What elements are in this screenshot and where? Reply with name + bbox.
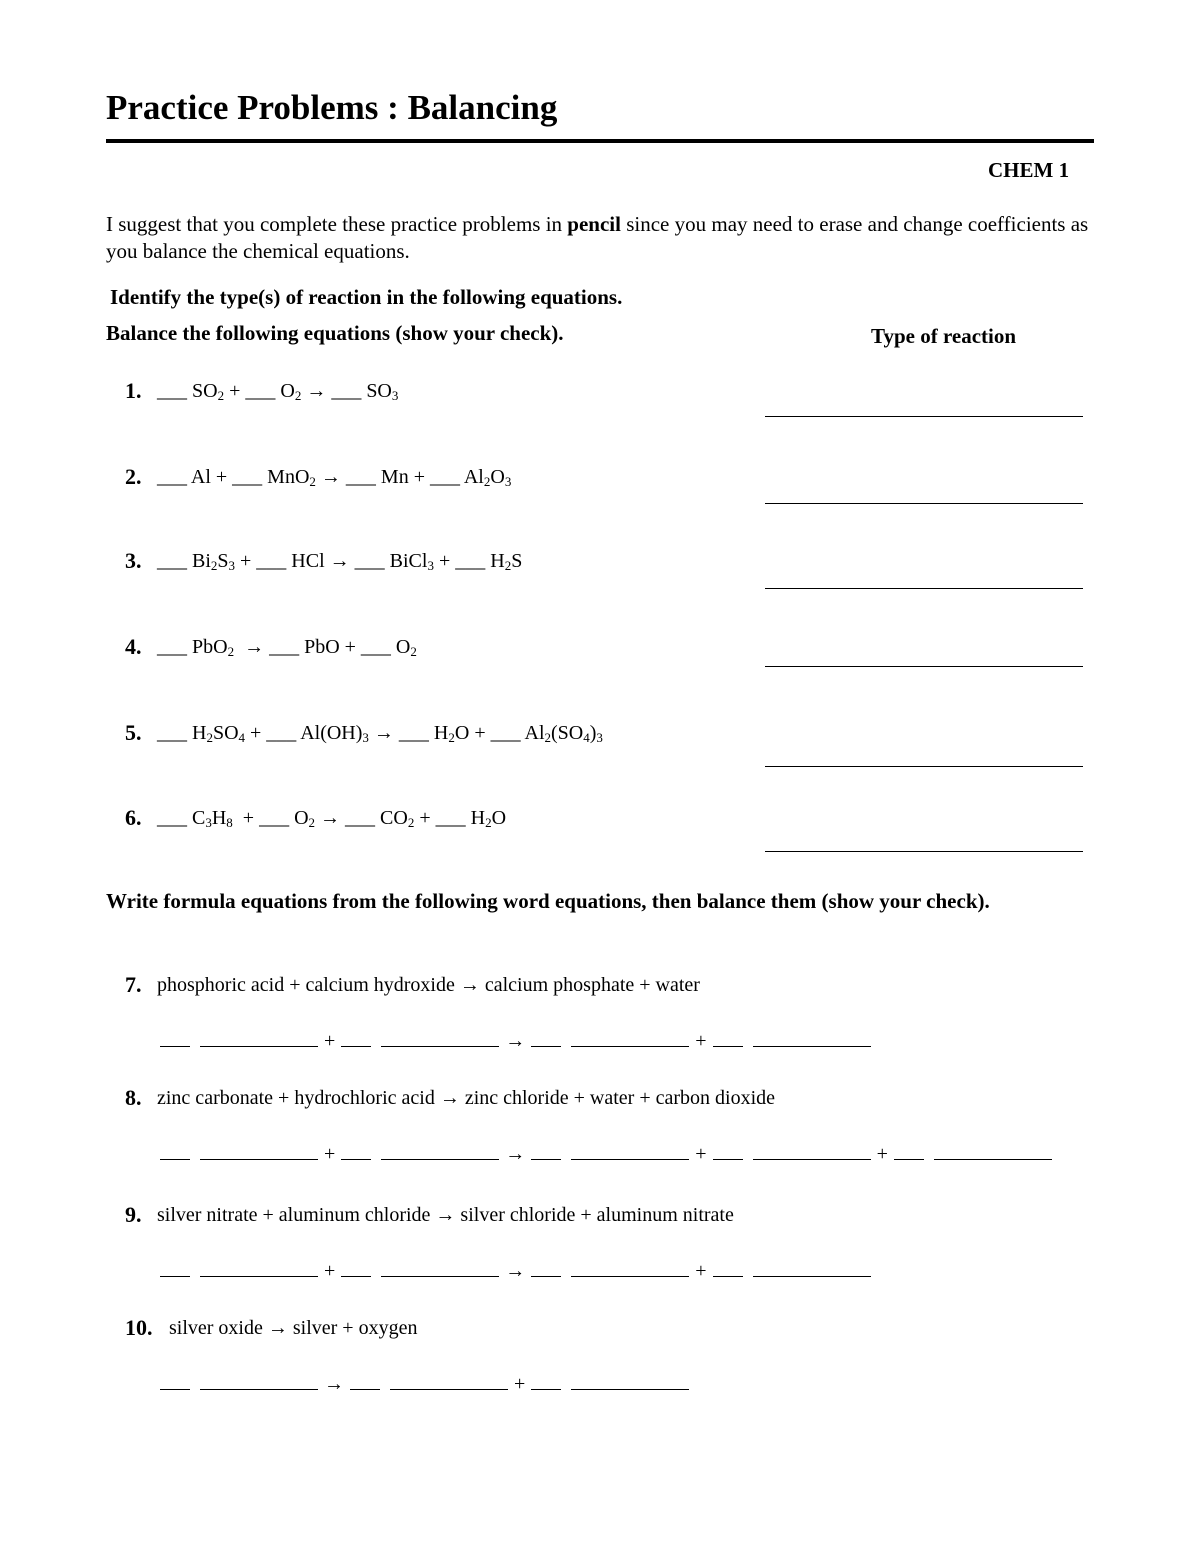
reaction-type-answer-line[interactable] [765,416,1083,418]
problem-equation: ___ $Bi_2S_3$ + ___ HCl → ___ BiCl$_3$ + ___ $H_2S$ [157,550,523,573]
problem-number: 6. [125,805,142,830]
word-equation: silver oxide → silver + oxygen [169,1317,418,1339]
problem-number: 1. [125,378,142,403]
word-equations-heading: Write formula equations from the following word equations, then balance them (show your check). [106,889,990,913]
formula-answer-row[interactable]: + → + [160,1030,871,1053]
problem-equation: ___ $C_3H_8$ + ___ $O_2$ → ___ $CO_2$ + ___ $H_2O$ [157,807,507,830]
page-title: Practice Problems : Balancing [106,88,558,127]
title-divider [106,139,1094,143]
reaction-type-answer-line[interactable] [765,503,1083,505]
reaction-type-answer-line[interactable] [765,666,1083,668]
problem-number: 3. [125,548,142,573]
formula-answer-row[interactable]: + → + [160,1260,871,1283]
problem-number: 8. [125,1085,142,1110]
type-of-reaction-label: Type of reaction [871,324,1017,348]
problem-number: 7. [125,972,142,997]
problem-number: 4. [125,634,142,659]
intro-bold-word: pencil [567,212,621,236]
problem-equation: ___ PbO$_2$ → ___ PbO + ___ $O_2$ [157,636,417,659]
word-equation: phosphoric acid + calcium hydroxide → calcium phosphate + water [157,974,700,996]
intro-text-before: I suggest that you complete these practice problems in [106,212,568,236]
problem-number: 9. [125,1202,142,1227]
problem-equation: ___ $SO_2$ + ___ $O_2$ → ___ $SO_3$ [157,380,399,403]
formula-answer-row[interactable]: + → + + [160,1143,1052,1166]
word-equation: silver nitrate + aluminum chloride → silver chloride + aluminum nitrate [157,1204,734,1226]
course-label: CHEM 1 [988,158,1070,182]
formula-answer-row[interactable]: → + [160,1373,689,1396]
word-equation: zinc carbonate + hydrochloric acid → zinc chloride + water + carbon dioxide [157,1087,776,1109]
problem-number: 10. [125,1315,153,1340]
problem-number: 2. [125,464,142,489]
reaction-type-answer-line[interactable] [765,766,1083,768]
intro-text-after: since you may need to erase and change coefficients as you balance the chemical equations. [106,212,1089,263]
balance-heading: Balance the following equations (show your check). [106,321,564,345]
reaction-type-answer-line[interactable] [765,588,1083,590]
intro-paragraph [106,211,1096,265]
identify-heading: Identify the type(s) of reaction in the following equations. [110,285,623,309]
problem-equation: ___ $H_2SO_4$ + ___ $Al(OH)_3$ → ___ $H_2O$ + ___ $Al_2(SO_4)_3$ [157,722,603,745]
problem-equation: ___ Al + ___ MnO$_2$ → ___ Mn + ___ $Al_2O_3$ [157,466,512,489]
problem-number: 5. [125,720,142,745]
reaction-type-answer-line[interactable] [765,851,1083,853]
